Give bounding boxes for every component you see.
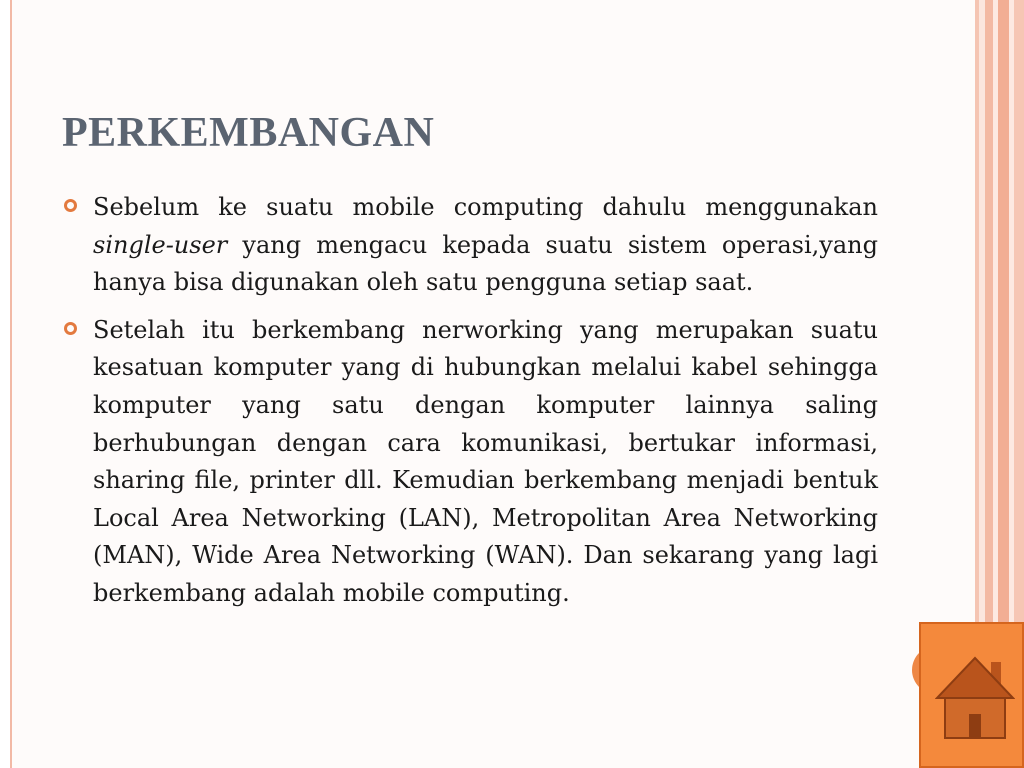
home-icon xyxy=(935,654,1015,740)
bullet-text xyxy=(93,189,878,302)
bullet-item xyxy=(62,189,878,302)
slide-body xyxy=(62,189,878,623)
bullet-text-italic: single-user xyxy=(93,230,228,259)
bullet-text: Setelah itu berkembang nerworking yang merupakan suatu kesatuan komputer yang di hubungkan melalui kabel sehingga komputer yang satu dengan komputer lainnya saling berhubungan dengan cara komunikasi, bertukar informasi, sharing file, printer dll. Kemudian berkembang menjadi bentuk Local Area Networking (LAN), Metropolitan Area Networking (MAN), Wide Area Networking (WAN). Dan sekarang yang lagi berkembang adalah mobile computing. xyxy=(93,315,878,607)
bullet-item xyxy=(62,312,878,613)
hollow-circle-bullet-icon xyxy=(64,322,77,335)
slide-title: PERKEMBANGAN xyxy=(62,110,435,156)
home-button[interactable] xyxy=(919,622,1024,768)
bullet-text-part: yang mengacu kepada suatu sistem operasi,yang hanya bisa digunakan oleh satu pengguna setiap saat. xyxy=(93,230,878,297)
bullet-text-part: Sebelum ke suatu mobile computing dahulu menggunakan xyxy=(93,193,878,221)
hollow-circle-bullet-icon xyxy=(64,199,77,212)
